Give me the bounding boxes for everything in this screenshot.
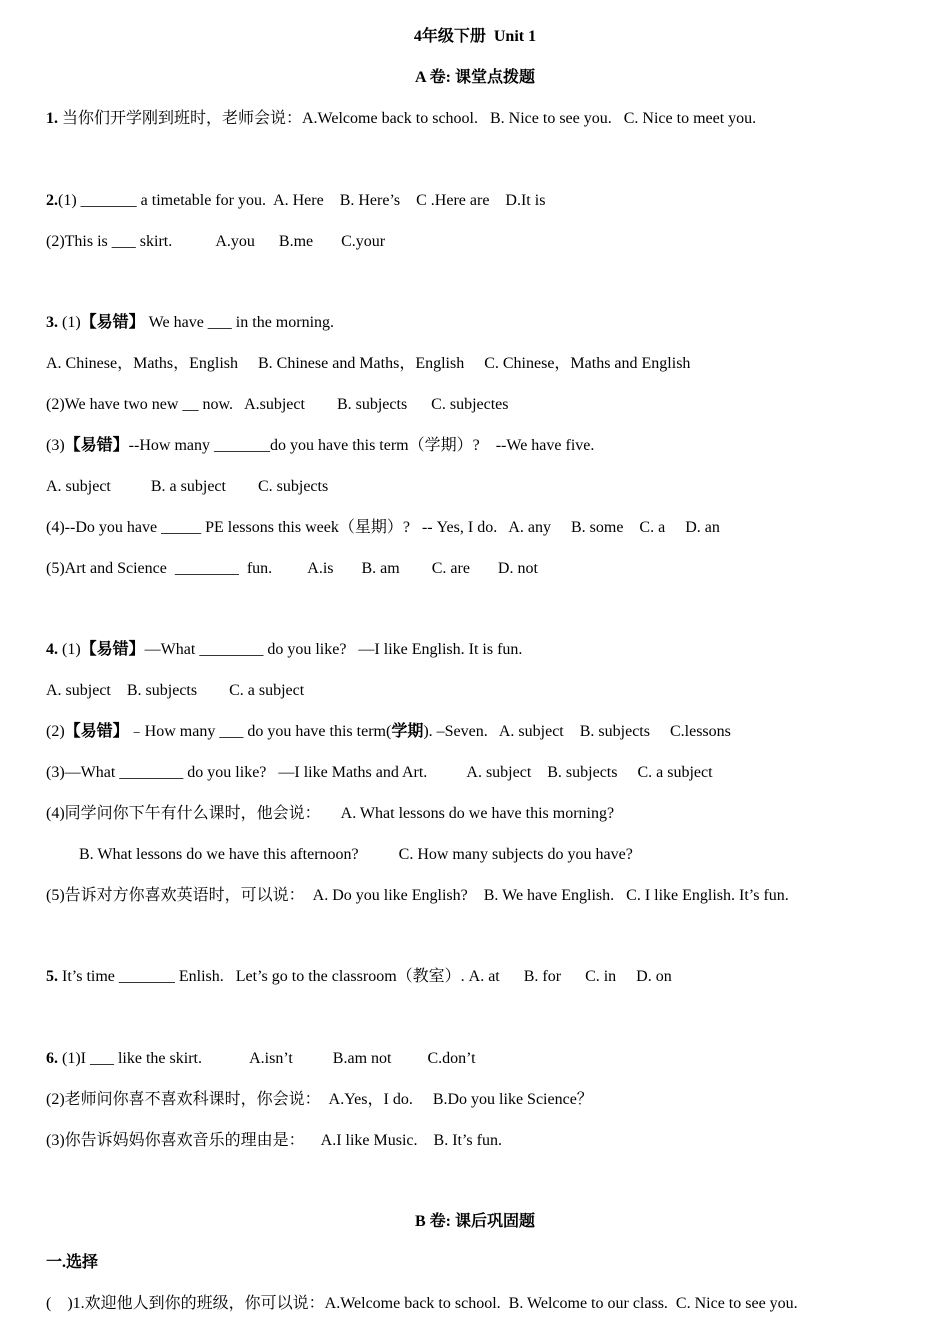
question-3-3 <box>46 435 594 457</box>
question-3-1 <box>46 312 334 334</box>
question-number: 3. <box>46 314 58 331</box>
question-number: 6. <box>46 1050 58 1067</box>
page-title: 4年级下册 Unit 1 <box>413 28 537 45</box>
term-word: 学期 <box>391 723 424 740</box>
error-prone-tag: 【易错】 <box>80 314 145 331</box>
question-3-1-options: A. Chinese，Maths，English B. Chinese and Maths，English C. Chinese，Maths and English <box>46 355 691 372</box>
question-text: We have ___ in the morning. <box>144 314 335 331</box>
question-3-5: (5)Art and Science ________ fun. A.is B. am C. are D. not <box>46 560 538 577</box>
question-text: ﹣How many ___ do you have this term( <box>128 723 392 740</box>
question-text: (3) <box>46 437 65 454</box>
section-b-heading: B 卷: 课后巩固题 <box>414 1213 535 1230</box>
question-6-3: (3)你告诉妈妈你喜欢音乐的理由是： A.I like Music. B. It’s fun. <box>46 1132 502 1149</box>
question-text: —What ________ do you like? —I like English. It is fun. <box>144 641 523 658</box>
part-one-heading: 一.选择 <box>46 1254 99 1271</box>
question-2-1 <box>46 190 545 212</box>
question-text: (1) _______ a timetable for you. A. Here B. Here’s C .Here are D.It is <box>58 192 546 209</box>
question-3-2: (2)We have two new __ now. A.subject B. subjects C. subjectes <box>46 396 509 413</box>
question-4-1-options: A. subject B. subjects C. a subject <box>46 682 305 699</box>
question-4-5: (5)告诉对方你喜欢英语时，可以说： A. Do you like English? B. We have English. C. I like English. It’s fun. <box>46 887 789 904</box>
question-4-4-options: B. What lessons do we have this afternoon? C. How many subjects do you have? <box>79 846 633 863</box>
error-prone-tag: 【易错】 <box>80 641 145 658</box>
section-a-heading: A 卷: 课堂点拨题 <box>414 69 535 86</box>
question-3-4: (4)--Do you have _____ PE lessons this week（星期）? -- Yes, I do. A. any B. some C. a D. an <box>46 519 720 536</box>
error-prone-tag: 【易错】 <box>64 723 129 740</box>
question-number: 1. <box>46 110 58 127</box>
question-4-1 <box>46 639 522 661</box>
question-4-2 <box>46 721 731 743</box>
question-number: 5. <box>46 968 58 985</box>
question-5 <box>46 966 672 988</box>
question-2-2: (2)This is ___ skirt. A.you B.me C.your <box>46 233 386 250</box>
question-4-4: (4)同学问你下午有什么课时，他会说： A. What lessons do we have this morning? <box>46 805 615 822</box>
question-text: --How many _______do you have this term（学期）? --We have five. <box>128 437 595 454</box>
question-1 <box>46 108 756 130</box>
question-text: 当你们开学刚到班时，老师会说：A.Welcome back to school. B. Nice to see you. C. Nice to meet you. <box>58 110 757 127</box>
question-text: (1)I ___ like the skirt. A.isn’t B.am not C.don’t <box>58 1050 476 1067</box>
question-text: (1) <box>58 314 81 331</box>
question-3-3-options: A. subject B. a subject C. subjects <box>46 478 329 495</box>
question-4-3: (3)—What ________ do you like? —I like Maths and Art. A. subject B. subjects C. a subject <box>46 764 713 781</box>
b-question-1: ( )1.欢迎他人到你的班级，你可以说：A.Welcome back to school. B. Welcome to our class. C. Nice to see you. <box>46 1295 798 1312</box>
question-number: 4. <box>46 641 58 658</box>
error-prone-tag: 【易错】 <box>64 437 129 454</box>
question-text: It’s time _______ Enlish. Let’s go to the classroom（教室）. A. at B. for C. in D. on <box>58 968 672 985</box>
question-6-2: (2)老师问你喜不喜欢科课时，你会说： A.Yes，I do. B.Do you like Science？ <box>46 1091 593 1108</box>
question-text: ). –Seven. A. subject B. subjects C.lessons <box>423 723 731 740</box>
question-text: (1) <box>58 641 81 658</box>
question-text: (2) <box>46 723 65 740</box>
question-number: 2. <box>46 192 58 209</box>
question-6-1 <box>46 1048 476 1070</box>
